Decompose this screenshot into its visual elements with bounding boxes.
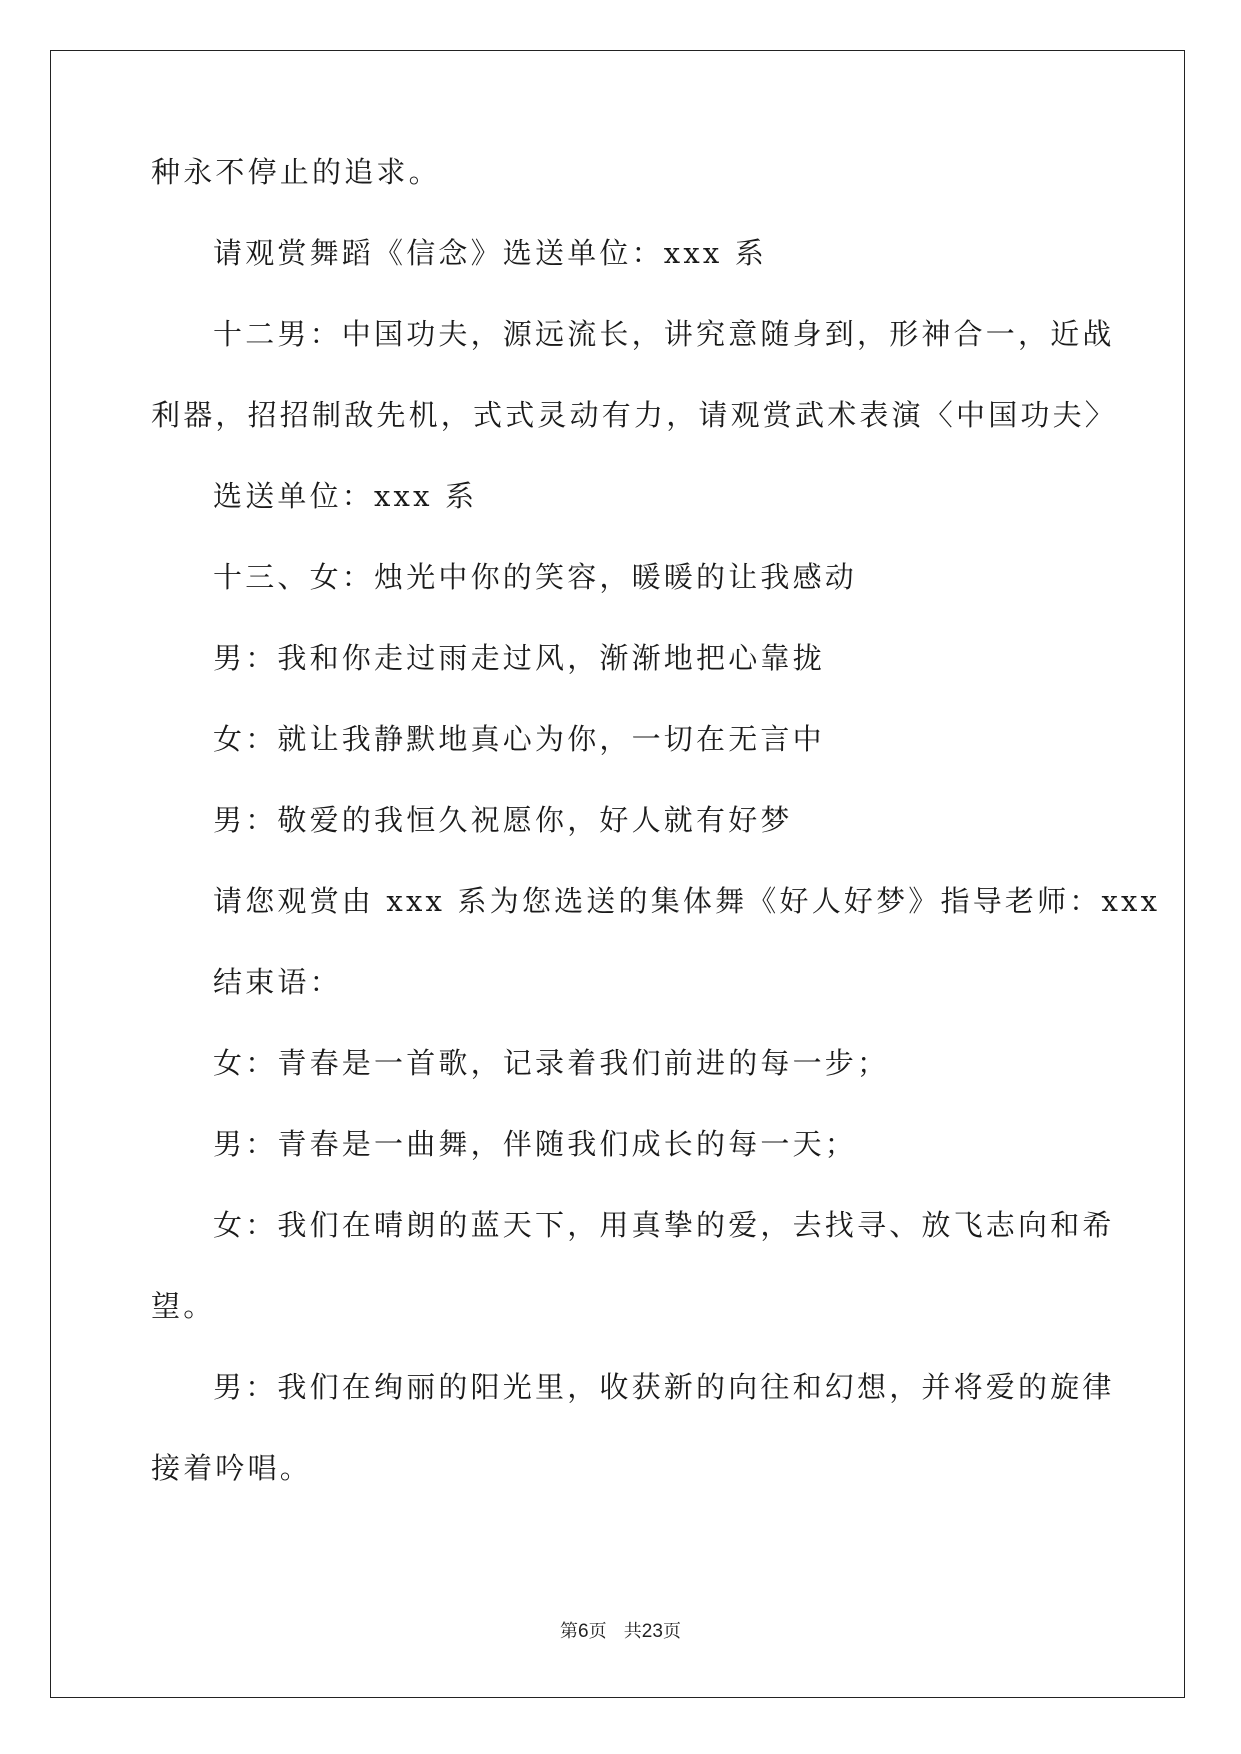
text-line: 请观赏舞蹈《信念》选送单位：xxx 系 bbox=[213, 236, 768, 270]
text-line: 利器，招招制敌先机，式式灵动有力，请观赏武术表演〈中国功夫〉 bbox=[151, 398, 1118, 432]
text-line: 男：青春是一曲舞，伴随我们成长的每一天； bbox=[213, 1127, 858, 1161]
text-line: 选送单位：xxx 系 bbox=[213, 479, 478, 513]
footer-total-suffix: 页 bbox=[662, 1621, 681, 1642]
text-line: 男：敬爱的我恒久祝愿你，好人就有好梦 bbox=[213, 803, 793, 837]
page-footer bbox=[0, 1620, 1241, 1644]
footer-page-suffix: 页 bbox=[588, 1621, 607, 1642]
text-line: 男：我们在绚丽的阳光里，收获新的向往和幻想，并将爱的旋律 bbox=[213, 1370, 1115, 1404]
text-line: 接着吟唱。 bbox=[151, 1451, 313, 1485]
text-line: 女：就让我静默地真心为你，一切在无言中 bbox=[213, 722, 825, 756]
footer-total-pages: 23 bbox=[641, 1621, 663, 1642]
text-line: 望。 bbox=[151, 1289, 216, 1323]
text-line: 男：我和你走过雨走过风，渐渐地把心靠拢 bbox=[213, 641, 825, 675]
footer-page-number: 6 bbox=[578, 1621, 589, 1642]
text-line: 结束语： bbox=[213, 965, 342, 999]
text-line: 请您观赏由 xxx 系为您选送的集体舞《好人好梦》指导老师：xxx bbox=[213, 884, 1161, 918]
text-line: 女：青春是一首歌，记录着我们前进的每一步； bbox=[213, 1046, 890, 1080]
footer-prefix: 第 bbox=[560, 1621, 579, 1642]
text-line: 十二男：中国功夫，源远流长，讲究意随身到，形神合一，近战 bbox=[213, 317, 1115, 351]
footer-total-prefix: 共 bbox=[623, 1621, 642, 1642]
text-line: 十三、女：烛光中你的笑容，暖暖的让我感动 bbox=[213, 560, 858, 594]
text-line: 种永不停止的追求。 bbox=[151, 155, 441, 189]
text-line: 女：我们在晴朗的蓝天下，用真挚的爱，去找寻、放飞志向和希 bbox=[213, 1208, 1115, 1242]
